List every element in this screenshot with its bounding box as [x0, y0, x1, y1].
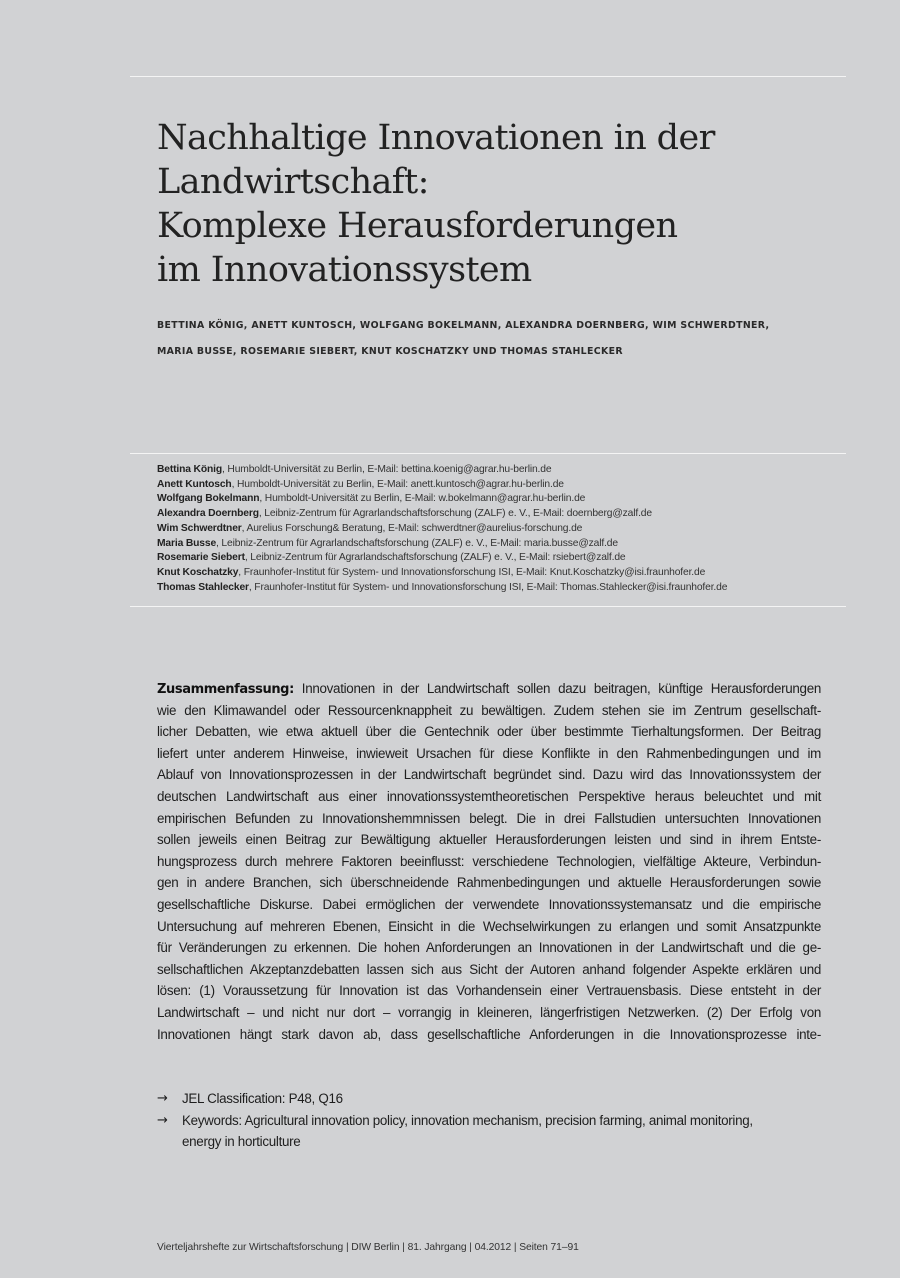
affiliation-row — [157, 507, 847, 522]
abstract-line: für Veränderungen zu erkennen. Die hohen Anforderungen an Innovationen in der Landwirtschaft und die ge- — [157, 940, 821, 956]
affiliation-row — [157, 478, 847, 493]
affiliation-author: Wolfgang Bokelmann — [157, 493, 260, 505]
affiliation-author: Alexandra Doernberg — [157, 508, 259, 520]
keywords-text: energy in horticulture — [182, 1134, 301, 1149]
abstract-line: Ablauf von Innovationsprozessen in der Landwirtschaft begründet sind. Dazu wird das Innovationssystem der — [157, 767, 821, 783]
abstract-line: licher Debatten, wie etwa aktuell über die Gentechnik oder über bestimmte Tierhaltungsformen. Der Beitrag — [157, 724, 821, 740]
abstract-line: lösen: (1) Voraussetzung für Innovation ist das Vorhandensein einer Vertrauensbasis. Diese entsteht in der — [157, 983, 821, 999]
keywords-item — [157, 1110, 837, 1153]
abstract-line: Untersuchung auf mehreren Ebenen, Einsicht in die Wechselwirkungen zu erlangen und somit Ansatzpunkte — [157, 918, 821, 934]
affiliation-row — [157, 463, 847, 478]
title-line: Komplexe Herausforderungen — [157, 206, 678, 246]
affiliation-author: Rosemarie Siebert — [157, 552, 245, 564]
abstract-line: gen in andere Branchen, sich überschneidende Rahmenbedingungen und aktuelle Herausforderungen sowie — [157, 875, 821, 891]
abstract-line: empirischen Befunden zu Innovationshemmnissen belegt. Die in drei Fallstudien untersuchten Innovationen — [157, 810, 821, 826]
affiliations-top-divider — [130, 453, 846, 454]
title-line: im Innovationssystem — [157, 250, 532, 290]
abstract-line: deutschen Landwirtschaft aus einer innovationssystemtheoretischen Perspektive heraus beleuchtet und mit — [157, 788, 821, 804]
affiliation-row — [157, 566, 847, 581]
affiliation-author: Knut Koschatzky — [157, 566, 239, 578]
author-list — [157, 313, 847, 365]
abstract-line-text: Innovationen in der Landwirtschaft sollen dazu beitragen, künftige Herausforderungen — [293, 681, 821, 696]
keywords-text: Keywords: Agricultural innovation policy, innovation mechanism, precision farming, animal monitoring, — [182, 1112, 753, 1128]
jel-classification-text: JEL Classification: P48, Q16 — [182, 1091, 343, 1106]
abstract-label: Zusammenfassung: — [157, 682, 294, 697]
abstract-line: gesellschaftliche Diskurse. Dabei ermöglichen der verwendete Innovationssystemansatz und die empirische — [157, 896, 821, 912]
abstract-line — [157, 678, 821, 700]
affiliation-detail: , Aurelius Forschung& Beratung, E-Mail: schwerdtner@aurelius-forschung.de — [241, 522, 583, 534]
affiliation-detail: , Leibniz-Zentrum für Agrarlandschaftsforschung (ZALF) e. V., E-Mail: rsiebert@zalf.de — [244, 552, 626, 564]
affiliation-row — [157, 537, 847, 552]
abstract-line: wie den Klimawandel oder Ressourcenknappheit zu bewältigen. Zudem stehen sie im Zentrum gesellschaft- — [157, 702, 821, 718]
affiliation-detail: , Humboldt-Universität zu Berlin, E-Mail: w.bokelmann@agrar.hu-berlin.de — [259, 493, 586, 505]
abstract-line: sollen jeweils einen Beitrag zur Bewältigung aktueller Herausforderungen leisten und sind in ihrem Entste- — [157, 832, 821, 848]
affiliation-author: Thomas Stahlecker — [157, 581, 249, 593]
affiliation-detail: , Fraunhofer-Institut für System- und Innovationsforschung ISI, E-Mail: Knut.Koschatzky@isi.fraunhofer.de — [238, 566, 706, 578]
abstract-line: liefert unter anderem Hinweise, inwieweit Ursachen für diese Konflikte in den Rahmenbedingungen und im — [157, 745, 821, 761]
affiliation-list — [157, 463, 847, 595]
affiliation-row — [157, 581, 847, 596]
abstract-line: sellschaftlichen Akzeptanzdebatten lassen sich aus Sicht der Autoren anhand folgender Aspekte erklären und — [157, 961, 821, 977]
arrow-right-icon: → — [157, 1112, 168, 1128]
affiliation-row — [157, 522, 847, 537]
title-line: Nachhaltige Innovationen in der — [157, 118, 715, 158]
abstract — [157, 678, 821, 1045]
top-divider — [130, 76, 846, 77]
title-line: Landwirtschaft: — [157, 162, 429, 202]
author-line: MARIA BUSSE, ROSEMARIE SIEBERT, KNUT KOSCHATZKY UND THOMAS STAHLECKER — [157, 346, 623, 357]
affiliation-detail: , Humboldt-Universität zu Berlin, E-Mail: anett.kuntosch@agrar.hu-berlin.de — [231, 478, 564, 490]
affiliation-detail: , Humboldt-Universität zu Berlin, E-Mail: bettina.koenig@agrar.hu-berlin.de — [221, 464, 552, 475]
affiliations-bottom-divider — [130, 606, 846, 607]
affiliation-row — [157, 492, 847, 507]
affiliation-author: Bettina König — [157, 464, 222, 475]
affiliation-author: Maria Busse — [157, 537, 217, 549]
abstract-line: Innovationen hängt stark davon ab, dass gesellschaftliche Anforderungen in die Innovationsprozesse inte- — [157, 1026, 821, 1042]
journal-footer: Vierteljahrshefte zur Wirtschaftsforschung | DIW Berlin | 81. Jahrgang | 04.2012 | Seiten 71–91 — [157, 1242, 579, 1253]
affiliation-detail: , Fraunhofer-Institut für System- und Innovationsforschung ISI, E-Mail: Thomas.Stahlecker@isi.fraunhofer.de — [248, 581, 728, 593]
affiliation-author: Wim Schwerdtner — [157, 522, 242, 534]
arrow-right-icon: → — [157, 1091, 168, 1106]
classification-list — [157, 1088, 837, 1153]
affiliation-row — [157, 551, 847, 566]
abstract-line: hungsprozess durch mehrere Faktoren beeinflusst: verschiedene Technologien, vielfältige Akteure, Verbindun- — [157, 853, 821, 869]
affiliation-detail: , Leibniz-Zentrum für Agrarlandschaftsforschung (ZALF) e. V., E-Mail: maria.busse@zalf.de — [216, 537, 618, 549]
jel-classification-item — [157, 1088, 837, 1110]
affiliation-author: Anett Kuntosch — [157, 478, 232, 490]
article-title — [157, 116, 847, 292]
author-line: BETTINA KÖNIG, ANETT KUNTOSCH, WOLFGANG BOKELMANN, ALEXANDRA DOERNBERG, WIM SCHWERDTNER, — [157, 320, 770, 331]
affiliation-detail: , Leibniz-Zentrum für Agrarlandschaftsforschung (ZALF) e. V., E-Mail: doernberg@zalf.de — [258, 508, 652, 520]
abstract-line: Landwirtschaft – und nicht nur dort – vorrangig in kleineren, längerfristigen Netzwerken. (2) Der Erfolg von — [157, 1004, 821, 1020]
